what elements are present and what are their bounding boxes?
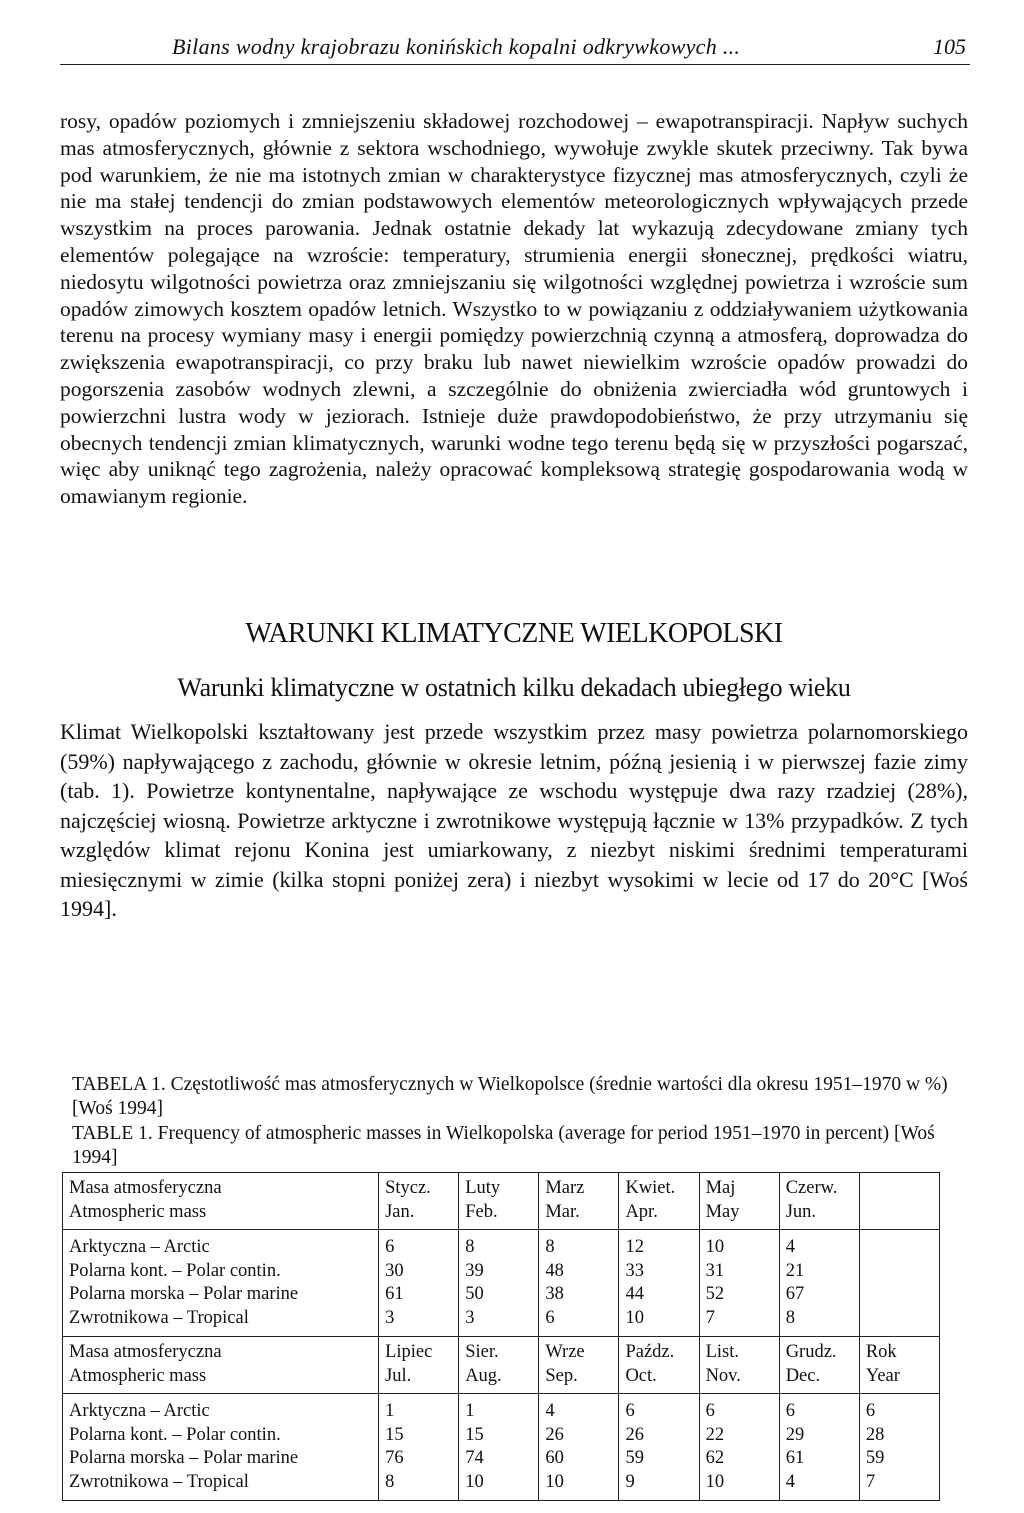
- table-value: 61: [785, 1448, 805, 1468]
- table-value: 60: [545, 1448, 564, 1468]
- table-value: 7: [705, 1307, 715, 1328]
- values-cell: [539, 1394, 619, 1501]
- values-cell: [539, 1230, 619, 1337]
- table-value: 61: [385, 1284, 404, 1304]
- values-cell: [699, 1394, 779, 1501]
- month-label-polish: Sier.: [465, 1342, 499, 1362]
- month-label-polish: List.: [705, 1342, 739, 1362]
- table-value: 8: [465, 1237, 475, 1257]
- table-value: 8: [385, 1471, 395, 1492]
- table-value: 9: [625, 1471, 635, 1492]
- header-label-english: Atmospheric mass: [69, 1201, 207, 1222]
- table-value: 8: [545, 1237, 555, 1257]
- row-label: Zwrotnikowa – Tropical: [69, 1471, 249, 1492]
- table-value: 6: [865, 1401, 876, 1421]
- column-header-month: [539, 1337, 619, 1394]
- month-label-polish: Luty: [465, 1178, 501, 1198]
- header-label-polish: Masa atmosferyczna: [69, 1178, 222, 1198]
- table-value: 3: [465, 1307, 475, 1328]
- table-value: 44: [625, 1284, 644, 1304]
- table-value: 6: [545, 1307, 555, 1328]
- month-label-polish: Grudz.: [785, 1342, 837, 1362]
- table-value: 4: [545, 1401, 555, 1421]
- table-header-row: [63, 1337, 940, 1394]
- table-value: 31: [705, 1260, 725, 1281]
- table-header-row: [63, 1173, 940, 1230]
- header-label-polish: Masa atmosferyczna: [69, 1342, 222, 1362]
- month-label-english: Mar.: [545, 1201, 580, 1222]
- values-cell: [859, 1394, 939, 1501]
- row-label: Arktyczna – Arctic: [69, 1237, 210, 1257]
- row-label: Polarna morska – Polar marine: [69, 1448, 299, 1468]
- table-value: 10: [465, 1471, 484, 1492]
- table-value: 4: [785, 1237, 795, 1257]
- values-cell: [459, 1230, 539, 1337]
- table-value: 67: [785, 1284, 805, 1304]
- column-header-month: [779, 1337, 859, 1394]
- values-cell: [459, 1394, 539, 1501]
- table-value: [866, 1236, 933, 1260]
- table-value: 1: [465, 1401, 475, 1421]
- column-header-month: [699, 1337, 779, 1394]
- column-header-month: [379, 1337, 459, 1394]
- table-value: 33: [625, 1260, 644, 1281]
- table-value: 3: [385, 1307, 395, 1328]
- table-value: 28: [865, 1424, 885, 1445]
- column-header-month: [459, 1337, 539, 1394]
- column-header-month: [619, 1337, 699, 1394]
- table-value: 30: [385, 1260, 404, 1281]
- month-label-english: Apr.: [625, 1201, 658, 1222]
- row-label: Zwrotnikowa – Tropical: [69, 1307, 249, 1328]
- subsection-heading: Warunki klimatyczne w ostatnich kilku dekadach ubiegłego wieku: [177, 673, 851, 702]
- table-value: 26: [545, 1424, 564, 1445]
- table-value: 50: [465, 1284, 484, 1304]
- column-header-month: [859, 1173, 939, 1230]
- month-label-polish: Lipiec: [385, 1342, 433, 1362]
- table-value: 6: [705, 1401, 715, 1421]
- month-label-english: Jan.: [385, 1201, 415, 1222]
- month-label-english: Sep.: [545, 1365, 578, 1386]
- month-label-english: Nov.: [705, 1365, 741, 1386]
- table-value: 6: [625, 1401, 635, 1421]
- month-label-english: May: [705, 1201, 740, 1222]
- table-value: 74: [465, 1448, 484, 1468]
- running-header: [60, 30, 970, 65]
- column-header-month: [379, 1173, 459, 1230]
- values-cell: [859, 1230, 939, 1337]
- section-heading: WARUNKI KLIMATYCZNE WIELKOPOLSKI: [245, 618, 783, 649]
- row-label: Polarna kont. – Polar contin.: [69, 1424, 281, 1445]
- table-value: 1: [385, 1401, 395, 1421]
- table-value: 10: [705, 1471, 725, 1492]
- values-cell: [379, 1394, 459, 1501]
- row-label: Arktyczna – Arctic: [69, 1401, 210, 1421]
- month-label-english: Year: [865, 1365, 900, 1386]
- table-value: 8: [785, 1307, 795, 1328]
- column-header-mass: [63, 1337, 379, 1394]
- table-value: 62: [705, 1448, 725, 1468]
- values-cell: [779, 1394, 859, 1501]
- column-header-month: [539, 1173, 619, 1230]
- column-header-month: [779, 1173, 859, 1230]
- table-value: 39: [465, 1260, 484, 1281]
- table-caption-polish: TABELA 1. Częstotliwość mas atmosferycznych w Wielkopolsce (średnie wartości dla okresu 1951–1970 w %) [Woś 1994]: [72, 1074, 948, 1119]
- table-value: 52: [705, 1284, 725, 1304]
- values-cell: [379, 1230, 459, 1337]
- table-value: 6: [385, 1237, 395, 1257]
- table-data-row: [63, 1394, 940, 1501]
- column-header-month: [459, 1173, 539, 1230]
- row-labels-cell: [63, 1394, 379, 1501]
- values-cell: [619, 1230, 699, 1337]
- table-value: 10: [705, 1237, 725, 1257]
- table-value: [866, 1307, 933, 1331]
- month-label-english: Aug.: [465, 1365, 502, 1386]
- body-paragraph: rosy, opadów poziomych i zmniejszeniu składowej rozchodowej – ewapotranspiracji. Napływ suchych mas atmosferycznych, głównie z sektora wschodniego, wywołuje zwykle skutek przeciwny. Tak bywa pod warunkiem, że nie ma istotnych zmian w charakterystyce fizycznej mas atmosferycznych, czyli że nie ma stałej tendencji do zmian podstawowych elementów meteorologicznych wpływających przede wszystkim na proces parowania. Jednak ostatnie dekady lat wykazują zdecydowane zmiany tych elementów polegające na wzroście: temperatury, strumienia energii słonecznej, prędkości wiatru, niedosytu wilgotności powietrza oraz zmniejszaniu się wilgotności względnej powietrza i wzroście sum opadów zimowych kosztem opadów letnich. Wszystko to w powiązaniu z oddziaływaniem użytkowania terenu na procesy wymiany masy i energii pomiędzy powierzchnią czynną a atmosferą, doprowadza do zwiększenia ewapotranspiracji, co przy braku lub nawet niewielkim wzroście opadów prowadzi do pogorszenia zasobów wodnych zlewni, a szczególnie do obniżenia zwierciadła wód gruntowych i powierzchni lustra wody w jeziorach. Istnieje duże prawdopodobieństwo, że przy utrzymaniu się obecnych tendencji zmian klimatycznych, warunki wodne tego terenu będą się w przyszłości pogarszać, więc aby uniknąć tego zagrożenia, należy opracować kompleksową strategię gospodarowania wodą w omawianym regionie.: [60, 109, 968, 509]
- table-value: 4: [785, 1471, 795, 1492]
- frequency-table: [62, 1172, 940, 1501]
- column-header-mass: [63, 1173, 379, 1230]
- table-value: 15: [465, 1424, 484, 1445]
- table-value: 59: [865, 1448, 885, 1468]
- table-value: 22: [705, 1424, 725, 1445]
- table-value: 7: [865, 1471, 876, 1492]
- row-labels-cell: [63, 1230, 379, 1337]
- month-label-polish: Rok: [865, 1342, 897, 1362]
- table-value: 15: [385, 1424, 404, 1445]
- column-header-month: [699, 1173, 779, 1230]
- month-label-polish: Kwiet.: [625, 1178, 676, 1198]
- page-number: 105: [933, 34, 966, 59]
- table-value: 59: [625, 1448, 644, 1468]
- values-cell: [619, 1394, 699, 1501]
- row-label: Polarna kont. – Polar contin.: [69, 1260, 281, 1281]
- month-label-english: Feb.: [465, 1201, 498, 1222]
- table-value: 6: [785, 1401, 795, 1421]
- values-cell: [699, 1230, 779, 1337]
- table-value: 76: [385, 1448, 404, 1468]
- values-cell: [779, 1230, 859, 1337]
- table-value: 26: [625, 1424, 644, 1445]
- column-header-month: [619, 1173, 699, 1230]
- month-label-english: Dec.: [785, 1365, 821, 1386]
- month-label-polish: Maj: [705, 1178, 736, 1198]
- month-label-polish: Czerw.: [785, 1178, 838, 1198]
- running-title: Bilans wodny krajobrazu konińskich kopalni odkrywkowych ...: [172, 34, 741, 59]
- table-value: 10: [625, 1307, 644, 1328]
- table-value: [866, 1260, 933, 1284]
- row-label: Polarna morska – Polar marine: [69, 1284, 299, 1304]
- month-label-polish: Paźdz.: [625, 1342, 675, 1362]
- month-label-english: Jul.: [385, 1365, 412, 1386]
- body-paragraph: Klimat Wielkopolski kształtowany jest przede wszystkim przez masy powietrza polarnomorskiego (59%) napływającego z zachodu, głównie w okresie letnim, późną jesienią i w pierwszej fazie zimy (tab. 1). Powietrze kontynentalne, napływające ze wschodu występuje dwa razy rzadziej (28%), najczęściej wiosną. Powietrze arktyczne i zwrotnikowe występują łącznie w 13% przypadków. Z tych względów klimat rejonu Konina jest umiarkowany, z niezbyt niskimi średnimi temperaturami miesięcznymi w zimie (kilka stopni poniżej zera) i niezbyt wysokimi w lecie od 17 do 20°C [Woś 1994].: [60, 719, 968, 921]
- table-value: [866, 1283, 933, 1307]
- table-caption-english: TABLE 1. Frequency of atmospheric masses in Wielkopolska (average for period 1951–1970 in percent) [Woś 1994]: [72, 1123, 935, 1168]
- table-value: 29: [785, 1424, 805, 1445]
- month-label-english: Oct.: [625, 1365, 657, 1386]
- table-value: 12: [625, 1237, 644, 1257]
- month-label-polish: Marz: [545, 1178, 585, 1198]
- month-label-english: Jun.: [785, 1201, 817, 1222]
- table-value: 38: [545, 1284, 564, 1304]
- table-data-row: [63, 1230, 940, 1337]
- column-header-month: [859, 1337, 939, 1394]
- month-label-polish: Wrze: [545, 1342, 585, 1362]
- month-label-polish: Stycz.: [385, 1178, 431, 1198]
- table-value: 48: [545, 1260, 564, 1281]
- table-value: 10: [545, 1471, 564, 1492]
- header-label-english: Atmospheric mass: [69, 1365, 207, 1386]
- table-value: 21: [785, 1260, 805, 1281]
